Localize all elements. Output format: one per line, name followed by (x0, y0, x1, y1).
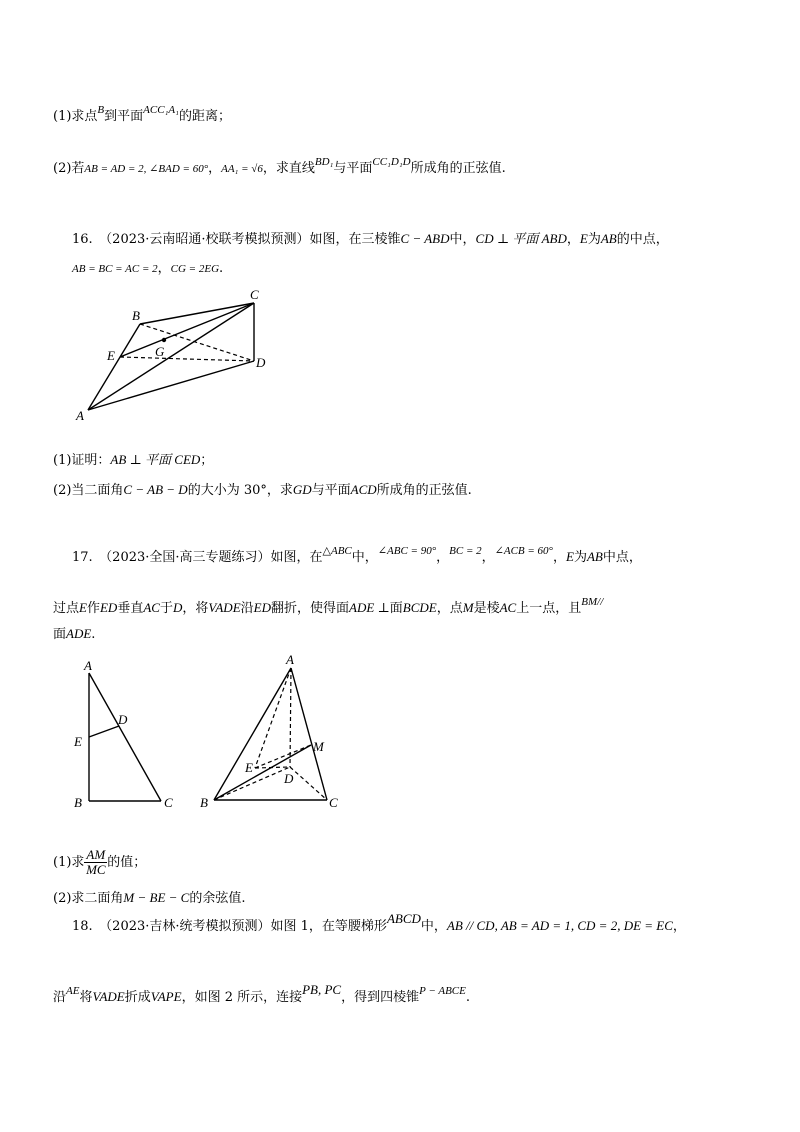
q17-stem-line1: 17. （2023·全国·高三专题练习）如图，在$^{\triangle ABC}$中，$^{\angle ABC = 90^\circ}$，$^{BC = 2}$，$^{\angle ACB = 60^\circ}$，E为AB中点， (72, 545, 642, 565)
label-c: C (250, 287, 259, 302)
q18-stem-line1: 18. （2023·吉林·统考模拟预测）如图 1，在等腰梯形ABCD中，AB // CD, AB = AD = 1, CD = 2, DE = EC， (72, 911, 686, 934)
q15-part1: (1)求点$^B$到平面$^{ACC_1A_1}$的距离； (53, 104, 231, 124)
label-d: D (284, 771, 294, 786)
edge-dc-hidden (290, 767, 327, 800)
label-c: C (329, 795, 338, 810)
label-b: B (200, 795, 208, 810)
q18-stem-line2: 沿$^{AE}$将VADE折成VAPE，如图 2 所示，连接PB, PC，得到四棱锥$^{P - ABCE}$. (53, 982, 471, 1005)
q16-part2: (2)当二面角C − AB − D的大小为 30°，求GD与平面ACD所成角的正弦值. (53, 482, 472, 498)
edge-ab (214, 668, 291, 800)
edge-ed-hidden (255, 767, 290, 768)
edge-em-hidden (255, 745, 311, 768)
label-e: E (74, 734, 82, 749)
label-a: A (84, 658, 92, 673)
q16-part1: (1)证明：AB ⊥ 平面 CED； (53, 452, 214, 468)
label-d: D (256, 355, 266, 370)
edge-ae-hidden (255, 668, 291, 768)
q17-part2: (2)求二面角M − BE − C的余弦值. (53, 890, 246, 906)
q17-stem-line2: 过点E作ED垂直AC于D，将VADE沿ED翻折，使得面ADE ⊥面BCDE，点M是棱AC上一点，且$^{BM//}$ (53, 596, 604, 616)
edge-ad-hidden (290, 668, 291, 767)
label-b: B (132, 308, 140, 323)
q17-stem-line3: 面ADE. (53, 626, 96, 642)
label-c: C (164, 795, 173, 810)
q16-stem-line2: AB = BC = AC = 2，CG = 2EG. (72, 261, 224, 276)
label-a: A (76, 408, 84, 423)
fraction-am-mc: $\frac{AM}{MC}$ (86, 847, 106, 877)
q15-part2: (2)若AB = AD = 2, ∠BAD = 60°，AA₁ = √6，求直线$^{BD_1}$与平面$^{CC_1D_1D}$所成角的正弦值. (53, 156, 506, 176)
q16-stem-line1: 16. （2023·云南昭通·校联考模拟预测）如图，在三棱锥C − ABD中，CD ⊥ 平面 ABD，E为AB的中点， (72, 231, 669, 247)
label-d: D (118, 712, 128, 727)
label-m: M (313, 739, 324, 754)
q17-part1: (1)求 $\frac{AM}{MC}$ 的值； (53, 847, 147, 877)
edge-ac (291, 668, 327, 800)
label-b: B (74, 795, 82, 810)
label-a: A (286, 652, 294, 667)
label-e: E (245, 760, 253, 775)
label-e: E (107, 348, 115, 363)
label-g: G (155, 344, 165, 359)
